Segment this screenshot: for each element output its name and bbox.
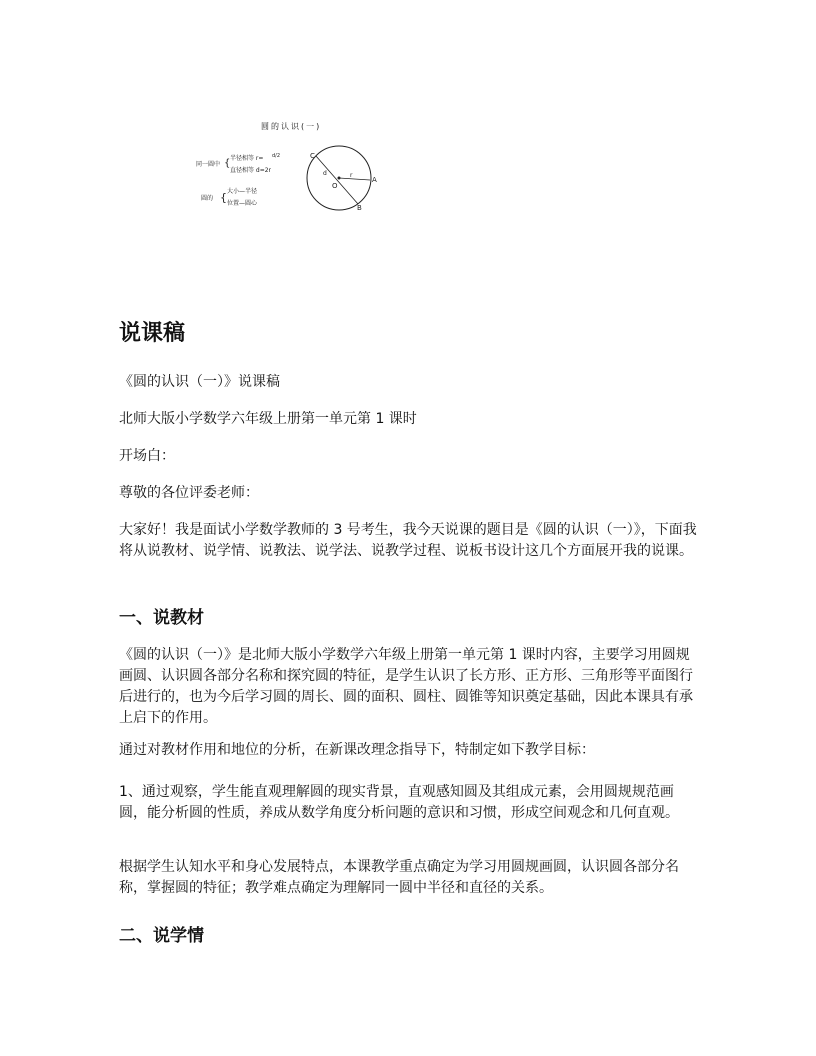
section2-heading: 二、说学情 (119, 926, 204, 946)
section1-paragraph4: 根据学生认知水平和身心发展特点，本课教学重点确定为学习用圆规画圆，认识圆各部分名称，掌握圆的特征；教学难点确定为理解同一圆中半径和直径的关系。 (119, 859, 679, 896)
label-b: B (357, 204, 362, 212)
section1-paragraph1: 《圆的认识（一）》是北师大版小学数学六年级上册第一单元第 1 课时内容，主要学习用圆规画圆、认识圆各部分名称和探究圆的特征，是学生认识了长方形、正方形、三角形等平面图行后进行的，也为今后学习圆的周长、圆的面积、圆柱、圆锥等知识奠定基础，因此本课具有承上启下的作用。 (119, 647, 693, 726)
opening-label: 开场白： (119, 448, 175, 464)
section1-paragraph3: 1、通过观察，学生能直观理解圆的现实背景，直观感知圆及其组成元素，会用圆规规范画圆，能分析圆的性质，养成从数学角度分析问题的意识和习惯，形成空间观念和几何直观。 (119, 784, 679, 821)
label-a: A (372, 176, 377, 184)
section1-paragraph2: 通过对教材作用和地位的分析，在新课改理念指导下，特制定如下教学目标： (119, 742, 595, 758)
figure-line1-prefix: 同一圆中 (196, 161, 221, 168)
figure-line2-prefix: 圆的 (201, 195, 214, 202)
radius-line (339, 178, 370, 180)
page-title: 说课稿 (119, 321, 186, 346)
center-point (338, 177, 341, 180)
brace-icon: { (224, 158, 231, 169)
label-r: r (350, 172, 353, 179)
intro-paragraph: 大家好！我是面试小学数学教师的 3 号考生，我今天说课的题目是《圆的认识（一）》，下面我将从说教材、说学情、说教法、说学法、说教学过程、说板书设计这几个方面展开我的说课。 (119, 522, 697, 559)
figure-line1-a: 半径相等 r= (230, 155, 264, 162)
section1-heading: 一、说教材 (119, 608, 204, 628)
circle-diagram-svg (196, 118, 386, 218)
figure-title: 圆的认识(一) (261, 122, 322, 131)
figure-line2-a: 大小—半径 (227, 188, 258, 195)
figure-line1-b: 直径相等 d=2r (230, 167, 272, 174)
label-c: C (310, 152, 315, 160)
label-d: d (323, 170, 327, 177)
subtitle: 《圆的认识（一）》说课稿 (119, 374, 280, 390)
greeting: 尊敬的各位评委老师： (119, 485, 259, 501)
diameter-line (316, 156, 358, 204)
brace-icon: { (220, 191, 227, 204)
edition-line: 北师大版小学数学六年级上册第一单元第 1 课时 (119, 411, 417, 427)
label-o: O (332, 182, 338, 190)
figure-line1-a-frac: d/2 (272, 153, 281, 159)
board-diagram (196, 118, 386, 218)
figure-line2-b: 位置—圆心 (227, 200, 258, 207)
